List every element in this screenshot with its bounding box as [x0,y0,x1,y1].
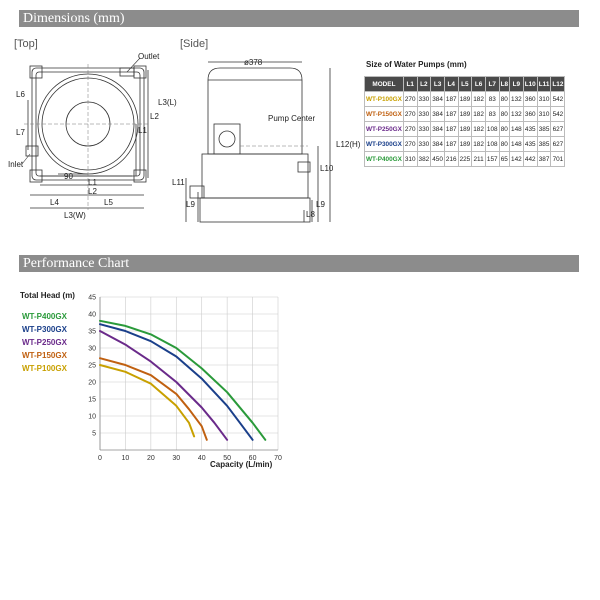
y-tick-label: 5 [92,430,96,438]
l9-label-right: L9 [316,200,325,209]
spec-col-header: MODEL [365,77,404,92]
l5-label: L5 [104,198,113,207]
spec-value-cell: 627 [551,122,565,137]
legend-item: WT-P400GX [22,312,67,321]
spec-row [365,122,565,137]
spec-value-cell: 65 [499,152,509,167]
y-tick-label: 35 [88,328,96,336]
spec-value-cell: 542 [551,107,565,122]
spec-col-header: L9 [510,77,524,92]
l8-label: L8 [306,210,315,219]
dia-label: ø378 [244,58,263,67]
spec-value-cell: 187 [444,137,458,152]
spec-value-cell: 187 [444,92,458,107]
spec-value-cell: 187 [444,107,458,122]
legend-item: WT-P100GX [22,364,67,373]
y-tick-label: 45 [88,294,96,302]
l1-vert-label: L1 [138,126,147,135]
l2-horiz-label: L2 [88,187,97,196]
spec-value-cell: 701 [551,152,565,167]
spec-row [365,107,565,122]
spec-value-cell: 270 [403,137,417,152]
l6-label: L6 [16,90,25,99]
dim-90-label: 90 [64,172,73,181]
spec-value-cell: 187 [444,122,458,137]
legend-item: WT-P300GX [22,325,67,334]
spec-value-cell: 360 [523,107,537,122]
spec-value-cell: 225 [458,152,472,167]
spec-value-cell: 80 [499,107,509,122]
spec-value-cell: 435 [523,122,537,137]
spec-value-cell: 83 [485,107,499,122]
legend-item: WT-P250GX [22,338,67,347]
spec-value-cell: 80 [499,92,509,107]
y-tick-label: 40 [88,311,96,319]
spec-row [365,92,565,107]
spec-col-header: L2 [417,77,431,92]
spec-value-cell: 80 [499,122,509,137]
spec-value-cell: 542 [551,92,565,107]
spec-value-cell: 627 [551,137,565,152]
spec-col-header: L5 [458,77,472,92]
spec-value-cell: 384 [431,137,445,152]
spec-value-cell: 330 [417,122,431,137]
spec-model-cell: WT-P100GX [365,92,404,107]
spec-col-header: L4 [444,77,458,92]
y-tick-label: 20 [88,379,96,387]
spec-table [364,76,565,167]
spec-value-cell: 189 [458,122,472,137]
x-tick-label: 30 [172,455,181,462]
performance-chart [80,290,300,470]
spec-row [365,152,565,167]
spec-value-cell: 310 [537,107,551,122]
spec-value-cell: 330 [417,107,431,122]
l11-label: L11 [172,178,185,187]
l3w-label: L3(W) [64,211,86,220]
spec-value-cell: 83 [485,92,499,107]
y-tick-label: 30 [88,345,96,353]
spec-col-header: L10 [523,77,537,92]
spec-value-cell: 80 [499,137,509,152]
l2-vert-label: L2 [150,112,159,121]
outlet-label: Outlet [138,52,160,61]
l10-label: L10 [320,164,334,173]
y-tick-label: 10 [88,413,96,421]
spec-value-cell: 182 [472,107,486,122]
l7-label: L7 [16,128,25,137]
side-view-drawing [180,50,360,230]
spec-value-cell: 384 [431,122,445,137]
x-tick-label: 40 [197,455,206,462]
l12h-label: L12(H) [336,140,361,149]
spec-value-cell: 382 [417,152,431,167]
l4-label: L4 [50,198,59,207]
series-line-wt-p100gx [100,365,194,436]
spec-value-cell: 330 [417,92,431,107]
spec-value-cell: 189 [458,92,472,107]
spec-value-cell: 270 [403,92,417,107]
y-axis-title: Total Head (m) [20,291,75,300]
spec-row [365,137,565,152]
spec-value-cell: 148 [510,122,524,137]
spec-value-cell: 450 [431,152,445,167]
spec-value-cell: 108 [485,137,499,152]
spec-value-cell: 442 [523,152,537,167]
spec-value-cell: 360 [523,92,537,107]
spec-col-header: L8 [499,77,509,92]
spec-value-cell: 182 [472,92,486,107]
x-tick-label: 10 [121,455,130,462]
spec-value-cell: 310 [403,152,417,167]
l1-horiz-label: L1 [88,178,97,187]
x-axis-title: Capacity (L/min) [210,460,273,469]
l9-label-left: L9 [186,200,195,209]
spec-value-cell: 387 [537,152,551,167]
x-tick-label: 50 [223,455,232,462]
spec-model-cell: WT-P250GX [365,122,404,137]
spec-value-cell: 142 [510,152,524,167]
spec-value-cell: 384 [431,92,445,107]
spec-value-cell: 270 [403,122,417,137]
spec-model-cell: WT-P150GX [365,107,404,122]
spec-col-header: L3 [431,77,445,92]
spec-col-header: L12 [551,77,565,92]
spec-col-header: L1 [403,77,417,92]
inlet-label: Inlet [8,160,24,169]
spec-value-cell: 330 [417,137,431,152]
x-tick-label: 20 [146,455,155,462]
spec-value-cell: 148 [510,137,524,152]
spec-value-cell: 108 [485,122,499,137]
spec-model-cell: WT-P400GX [365,152,404,167]
top-view-caption: [Top] [14,38,38,50]
spec-value-cell: 310 [537,92,551,107]
side-view-caption: [Side] [180,38,209,50]
spec-value-cell: 189 [458,137,472,152]
spec-col-header: L7 [485,77,499,92]
spec-value-cell: 270 [403,107,417,122]
spec-value-cell: 157 [485,152,499,167]
spec-value-cell: 385 [537,122,551,137]
spec-value-cell: 182 [472,122,486,137]
spec-value-cell: 132 [510,92,524,107]
dimensions-header: Dimensions (mm) [19,10,579,27]
spec-value-cell: 384 [431,107,445,122]
l3l-label: L3(L) [158,98,177,107]
pump-center-label: Pump Center [268,114,316,123]
y-tick-label: 15 [88,396,96,404]
spec-col-header: L11 [537,77,551,92]
legend-item: WT-P150GX [22,351,67,360]
x-tick-label: 70 [274,455,282,462]
spec-value-cell: 216 [444,152,458,167]
spec-value-cell: 385 [537,137,551,152]
spec-col-header: L6 [472,77,486,92]
spec-value-cell: 435 [523,137,537,152]
x-tick-label: 0 [98,455,102,462]
performance-header: Performance Chart [19,255,579,272]
spec-value-cell: 211 [472,152,486,167]
spec-table-title: Size of Water Pumps (mm) [366,60,467,69]
x-tick-label: 60 [248,455,257,462]
spec-model-cell: WT-P300GX [365,137,404,152]
y-tick-label: 25 [88,362,96,370]
spec-value-cell: 182 [472,137,486,152]
spec-value-cell: 132 [510,107,524,122]
spec-value-cell: 189 [458,107,472,122]
